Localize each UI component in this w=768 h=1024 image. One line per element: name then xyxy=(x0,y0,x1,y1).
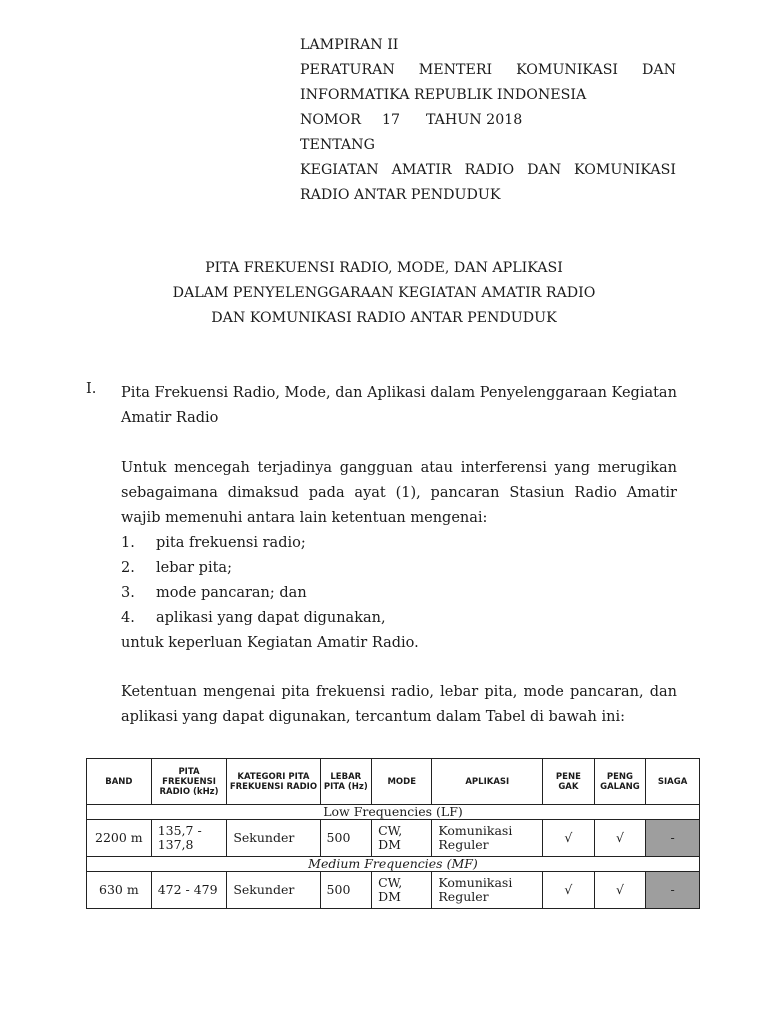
table-row xyxy=(87,820,700,857)
lampiran-label: LAMPIRAN II xyxy=(300,37,399,53)
cell-pita: 472 - 479 xyxy=(151,872,227,909)
header-aplikasi: APLIKASI xyxy=(432,759,543,805)
header-band: BAND xyxy=(87,759,152,805)
cell-mode: CW, DM xyxy=(372,820,432,857)
section-label-mf: Medium Frequencies (MF) xyxy=(87,857,700,872)
cell-kategori: Sekunder xyxy=(227,872,320,909)
cell-siaga: - xyxy=(646,872,700,909)
cell-mode: CW, DM xyxy=(372,872,432,909)
list-item: 4. aplikasi yang dapat digunakan, xyxy=(121,610,386,626)
table-section-row xyxy=(87,805,700,820)
tahun-label: TAHUN 2018 xyxy=(426,112,523,128)
header-mode: MODE xyxy=(372,759,432,805)
title-line-1: PITA FREKUENSI RADIO, MODE, DAN APLIKASI xyxy=(205,260,563,276)
cell-band: 2200 m xyxy=(87,820,152,857)
table-section-row xyxy=(87,857,700,872)
cell-lebar: 500 xyxy=(320,872,372,909)
requirements-list xyxy=(121,531,677,656)
document-title xyxy=(0,256,768,331)
tentang-label: TENTANG xyxy=(300,137,375,153)
section-label-lf: Low Frequencies (LF) xyxy=(87,805,700,820)
nomor-label: NOMOR xyxy=(300,112,361,128)
title-line-2: DALAM PENYELENGGARAAN KEGIATAN AMATIR RADIO xyxy=(172,285,596,301)
table-row xyxy=(87,872,700,909)
regulation-line-1: PERATURAN MENTERI KOMUNIKASI DAN xyxy=(300,62,676,78)
section-number: I. xyxy=(86,381,97,397)
cell-siaga: - xyxy=(646,820,700,857)
attachment-header xyxy=(300,33,676,208)
subject-line-1: KEGIATAN AMATIR RADIO DAN KOMUNIKASI xyxy=(300,162,676,178)
table-header-row xyxy=(87,759,700,805)
subject-line-2: RADIO ANTAR PENDUDUK xyxy=(300,187,501,203)
section-heading: Pita Frekuensi Radio, Mode, dan Aplikasi dalam Penyelenggaraan Kegiatan Amatir Radio xyxy=(121,385,677,426)
header-lebar: LEBAR PITA (Hz) xyxy=(320,759,372,805)
header-penegak: PENE GAK xyxy=(543,759,595,805)
cell-penggalang: √ xyxy=(594,820,646,857)
cell-penggalang: √ xyxy=(594,872,646,909)
cell-penegak: √ xyxy=(543,872,595,909)
cell-pita: 135,7 - 137,8 xyxy=(151,820,227,857)
title-line-3: DAN KOMUNIKASI RADIO ANTAR PENDUDUK xyxy=(211,310,557,326)
cell-aplikasi: Komunikasi Reguler xyxy=(432,820,543,857)
frequency-table xyxy=(86,758,700,909)
cell-aplikasi: Komunikasi Reguler xyxy=(432,872,543,909)
cell-lebar: 500 xyxy=(320,820,372,857)
nomor-value: 17 xyxy=(382,112,401,128)
cell-kategori: Sekunder xyxy=(227,820,320,857)
list-item: 1. pita frekuensi radio; xyxy=(121,535,306,551)
list-closing: untuk keperluan Kegiatan Amatir Radio. xyxy=(121,635,419,651)
header-penggalang: PENG GALANG xyxy=(594,759,646,805)
regulation-number xyxy=(300,108,676,133)
header-kategori: KATEGORI PITA FREKUENSI RADIO xyxy=(227,759,320,805)
list-item: 2. lebar pita; xyxy=(121,560,232,576)
list-item: 3. mode pancaran; dan xyxy=(121,585,307,601)
paragraph-2: Ketentuan mengenai pita frekuensi radio, lebar pita, mode pancaran, dan aplikasi yang dapat digunakan, tercantum dalam Tabel di bawah ini: xyxy=(121,684,677,725)
cell-band: 630 m xyxy=(87,872,152,909)
regulation-line-2: INFORMATIKA REPUBLIK INDONESIA xyxy=(300,87,587,103)
header-siaga: SIAGA xyxy=(646,759,700,805)
paragraph-1: Untuk mencegah terjadinya gangguan atau interferensi yang merugikan sebagaimana dimaksud pada ayat (1), pancaran Stasiun Radio Amatir wajib memenuhi antara lain ketentuan mengenai: xyxy=(121,460,677,526)
header-pita: PITA FREKUENSI RADIO (kHz) xyxy=(151,759,227,805)
cell-penegak: √ xyxy=(543,820,595,857)
